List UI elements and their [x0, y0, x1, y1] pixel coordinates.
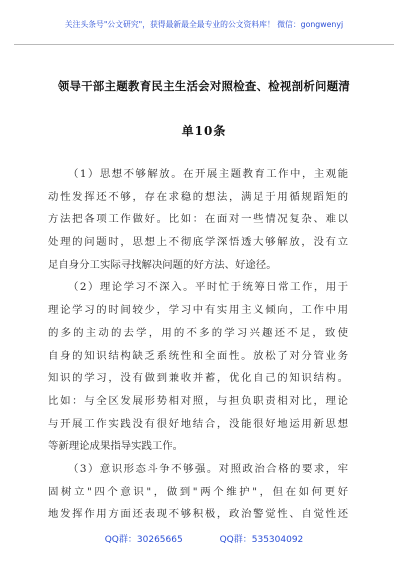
body-line: （1）思想不够解放。在开展主题教育工作中，主观能 [68, 168, 348, 180]
footer-contacts [0, 532, 408, 545]
document-body [48, 163, 348, 526]
body-line: （2）理论学习不深入。平时忙于统筹日常工作，用于 [68, 281, 348, 294]
body-line: 固树立"四个意识"，做到"两个维护"，但在如何更好 [48, 485, 348, 498]
body-line: 理论学习的时间较少，学习中有实用主义倾向，工作中用 [48, 304, 348, 317]
body-line: 比如：与全区发展形势相对照，与担负职责相对比，理论 [48, 394, 348, 407]
body-line: 与开展工作实践没有很好地结合，没能很好地运用新思想 [48, 417, 348, 430]
document-title: 领导干部主题教育民主生活会对照检查、检视剖析问题清 [57, 79, 351, 93]
body-line: 方法把各项工作做好。比如：在面对一些情况复杂、难以 [48, 213, 348, 226]
body-line: 处理的问题时，思想上不彻底学深悟透大够解放，没有立 [48, 236, 348, 249]
header-banner-text: 关注头条号"公文研究"，获得最新最全最专业的公文资料库！ 微信：gongwenyj [64, 20, 344, 29]
footer-qq-group-1: QQ群：30265665 [104, 535, 183, 545]
body-line: 等新理论成果指导实践工作。 [48, 440, 184, 453]
body-line: （3）意识形态斗争不够强。对照政治合格的要求，牢 [68, 462, 348, 475]
body-line: 动性发挥还不够，存在求稳的想法，满足于用循规蹈矩的 [48, 190, 348, 203]
body-line: 知识的学习，没有做到兼收并蓄，优化自己的知识结构。 [48, 372, 348, 385]
document-subtitle: 单10条 [181, 124, 227, 138]
body-line: 自身的知识结构缺乏系统性和全面性。放松了对分管业务 [48, 349, 348, 362]
body-line: 地发挥作用方面还表现不够积极，政治警觉性、自觉性还 [48, 508, 348, 521]
body-line: 的多的主动的去学，用的不多的学习兴趣还不足，致使 [48, 326, 348, 339]
footer-qq-group-2: QQ群：535304092 [219, 535, 304, 545]
header-banner [14, 18, 394, 45]
body-line: 足自身分工实际寻找解决问题的好方法、好途径。 [48, 258, 277, 271]
